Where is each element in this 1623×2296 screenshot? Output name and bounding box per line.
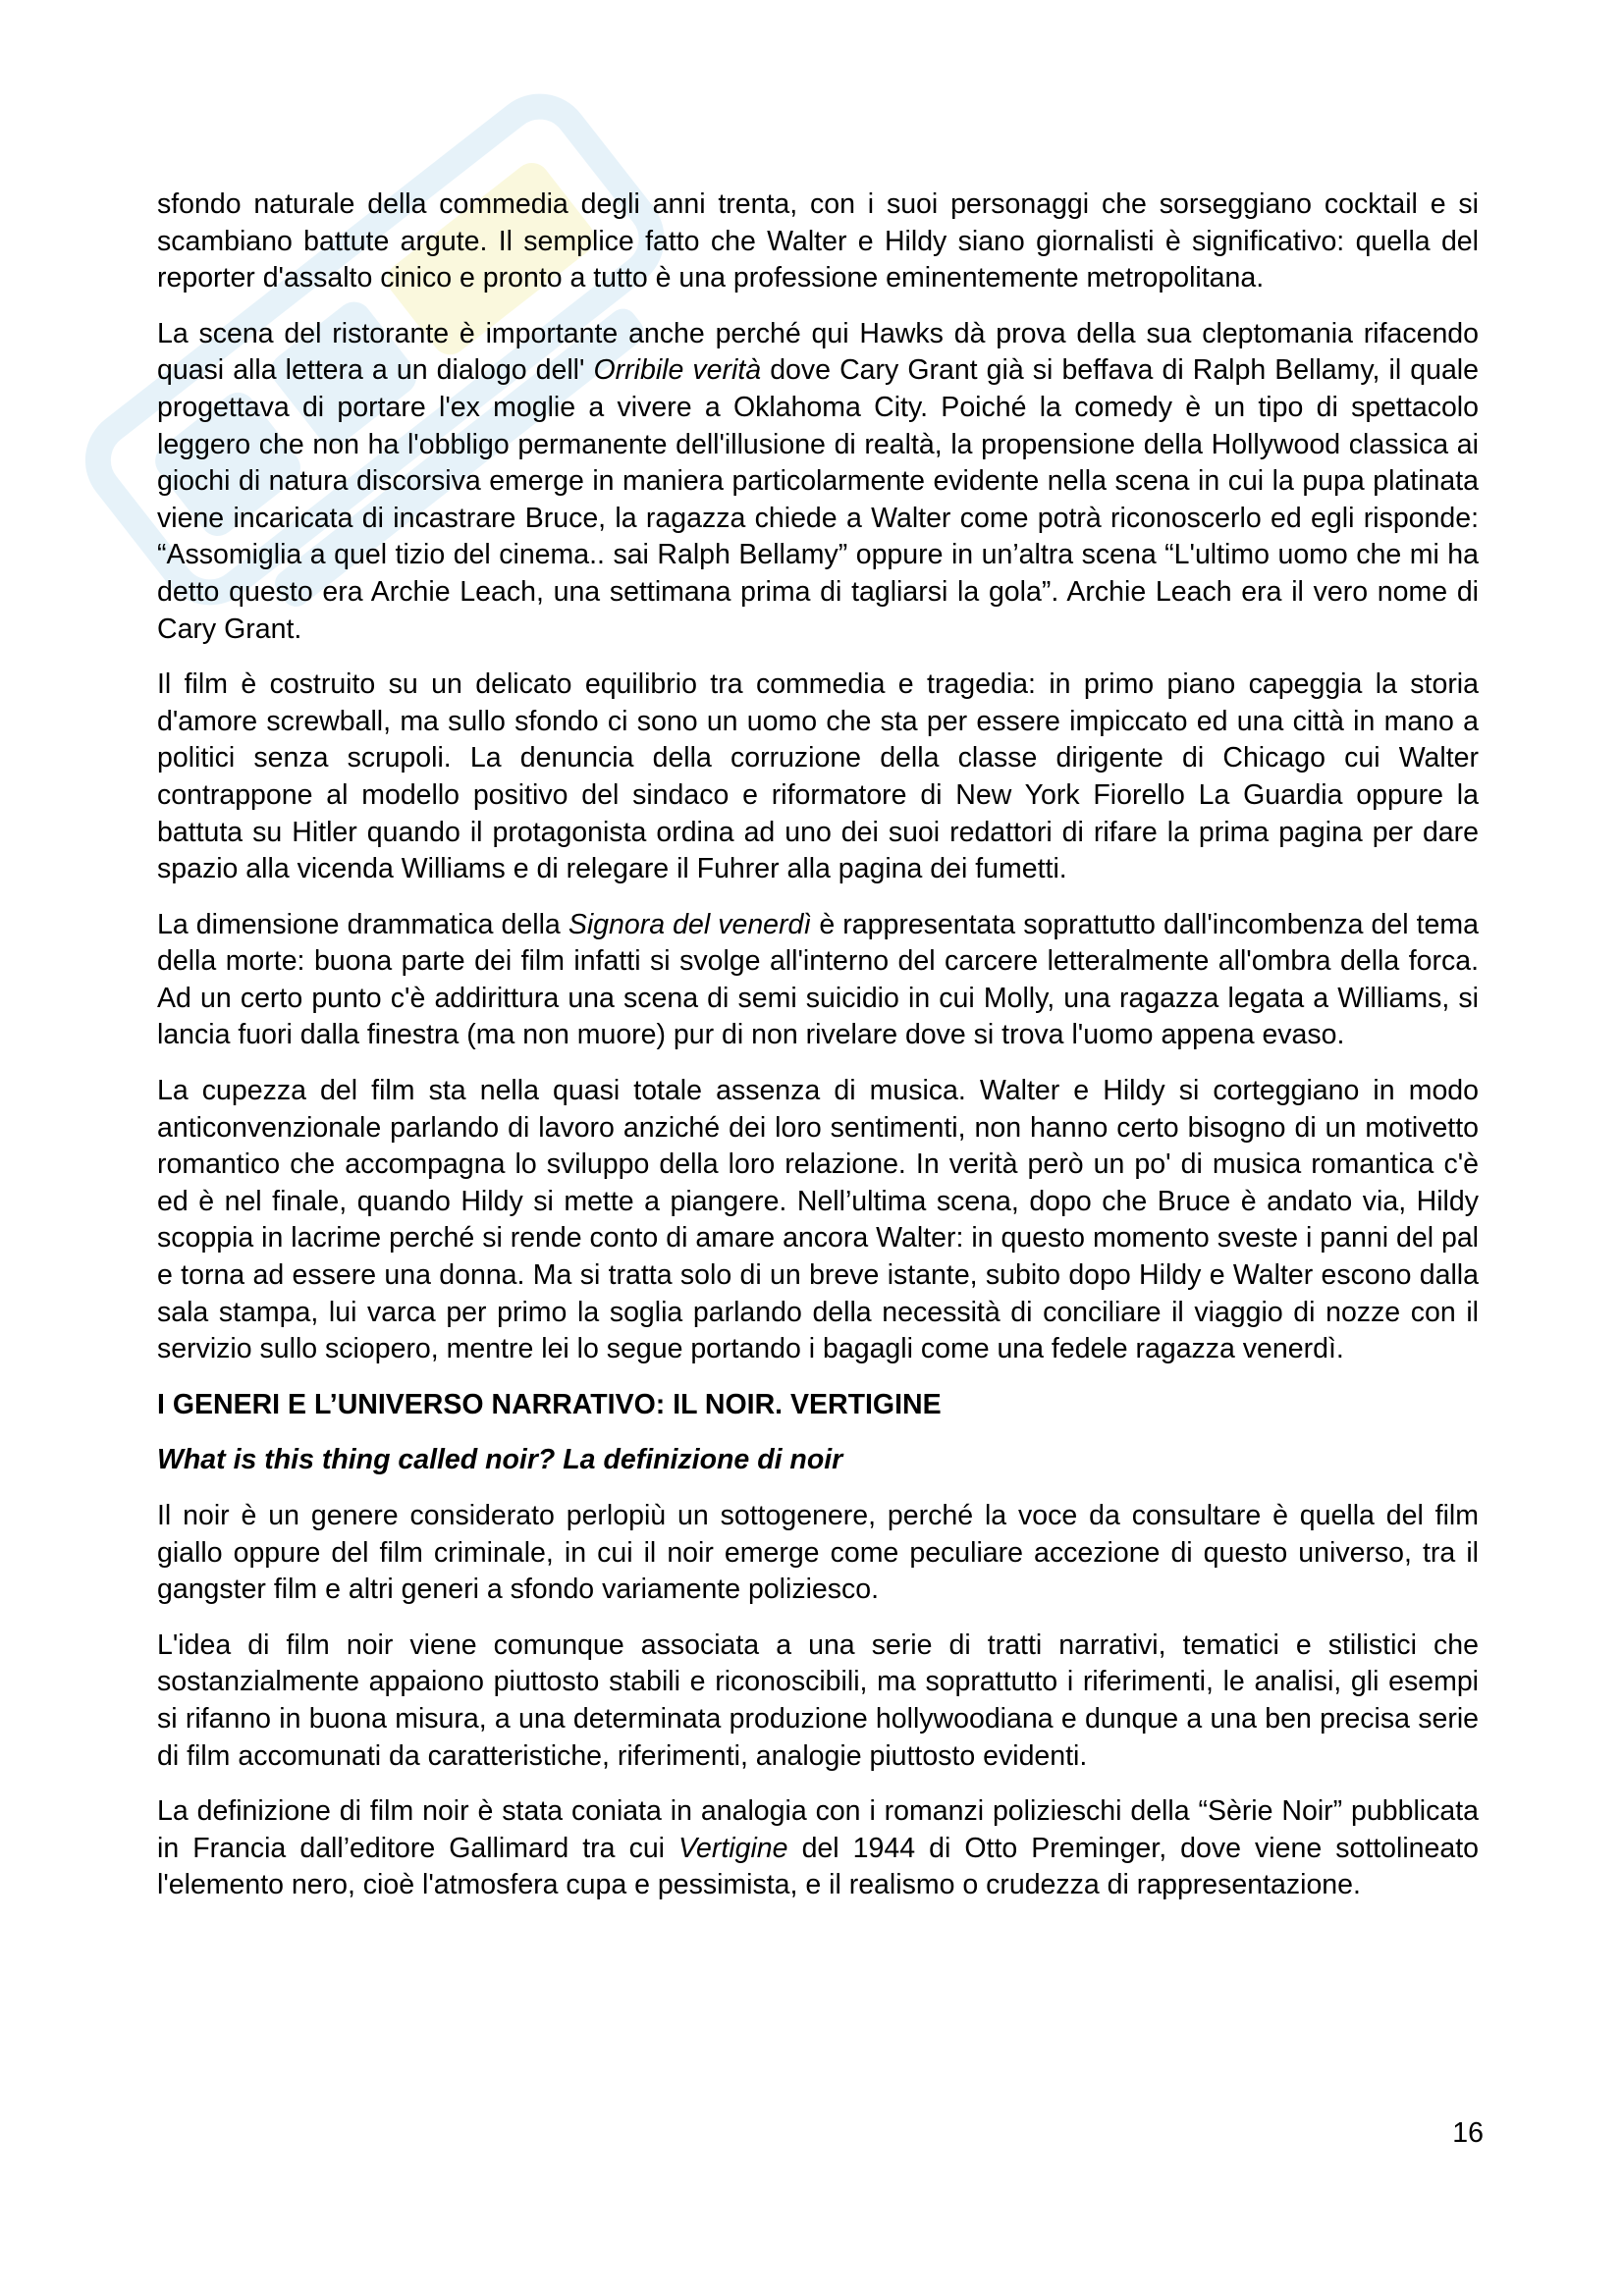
italic-title: Signora del venerdì — [568, 908, 812, 940]
paragraph — [157, 1793, 1479, 1904]
section-heading: I GENERI E L’UNIVERSO NARRATIVO: IL NOIR. VERTIGINE — [157, 1388, 942, 1420]
page-body — [157, 187, 1479, 1923]
text-run: dove Cary Grant già si beffava di Ralph Bellamy, il quale progettava di portare l'ex moglie a vivere a Oklahoma City. Poiché la comedy è un tipo di spettacolo leggero che non ha l'obbligo permanente dell'illusione di realtà, la propensione della Hollywood classica ai giochi di natura discorsiva emerge in maniera particolarmente evidente nella scena in cui la pupa platinata viene incaricata di incastrare Bruce, la ragazza chiede a Walter come potrà riconoscerlo ed egli risponde: “Assomiglia a quel tizio del cinema.. sai Ralph Bellamy” oppure in un’altra scena “L'ultimo uomo che mi ha detto questo era Archie Leach, una settimana prima di tagliarsi la gola”. Archie Leach era il vero nome di Cary Grant. — [157, 354, 1479, 645]
paragraph — [157, 1073, 1479, 1368]
text-run: La dimensione drammatica della — [157, 908, 568, 940]
paragraph — [157, 1628, 1479, 1775]
paragraph — [157, 187, 1479, 297]
text-run: Il noir è un genere considerato perlopiù un sottogenere, perché la voce da consultare è quella del film giallo oppure del film criminale, in cui il noir emerge come peculiare accezione di questo universo, tra il gangster film e altri generi a sfondo variamente poliziesco. — [157, 1500, 1479, 1606]
subsection-heading: What is this thing called noir? La definizione di noir — [157, 1444, 843, 1476]
text-run: La definizione di film noir è stata coniata in analogia con i romanzi polizieschi della “Sèrie Noir” pubblicata in Francia dall’editore Gallimard tra cui — [157, 1795, 1479, 1864]
text-run: L'idea di film noir viene comunque associata a una serie di tratti narrativi, tematici e stilistici che sostanzialmente appaiono piuttosto stabili e riconoscibili, ma soprattutto i riferimenti, le analisi, gli esempi si rifanno in buona misura, a una determinata produzione hollywoodiana e dunque a una ben precisa serie di film accomunati da caratteristiche, riferimenti, analogie piuttosto evidenti. — [157, 1629, 1479, 1772]
paragraph — [157, 907, 1479, 1054]
text-run: Il film è costruito su un delicato equilibrio tra commedia e tragedia: in primo piano capeggia la storia d'amore screwball, ma sullo sfondo ci sono un uomo che sta per essere impiccato ed una città in mano a politici senza scrupoli. La denuncia della corruzione della classe dirigente di Chicago cui Walter contrappone al modello positivo del sindaco e riformatore di New York Fiorello La Guardia oppure la battuta su Hitler quando il protagonista ordina ad uno dei suoi redattori di rifare la prima pagina per dare spazio alla vicenda Williams e di relegare il Fuhrer alla pagina dei fumetti. — [157, 668, 1479, 885]
text-run: del 1944 di Otto Preminger, dove viene sottolineato l'elemento nero, cioè l'atmosfera cupa e pessimista, e il realismo o crudezza di rappresentazione. — [157, 1832, 1479, 1901]
text-run: La scena del ristorante è importante anche perché qui Hawks dà prova della sua cleptomania rifacendo quasi alla lettera a un dialogo dell' — [157, 317, 1479, 387]
paragraph — [157, 1498, 1479, 1609]
italic-title: Vertigine — [678, 1832, 788, 1864]
page-number: 16 — [1452, 2117, 1484, 2149]
text-run: sfondo naturale della commedia degli anni trenta, con i suoi personaggi che sorseggiano cocktail e si scambiano battute argute. Il semplice fatto che Walter e Hildy siano giornalisti è significativo: quella del reporter d'assalto cinico e pronto a tutto è una professione eminentemente metropolitana. — [157, 188, 1479, 294]
text-run: è rappresentata soprattutto dall'incombenza del tema della morte: buona parte dei film infatti si svolge all'interno del carcere letteralmente all'ombra della forca. Ad un certo punto c'è addirittura una scena di semi suicidio in cui Molly, una ragazza legata a Williams, si lancia fuori dalla finestra (ma non muore) pur di non rivelare dove si trova l'uomo appena evaso. — [157, 908, 1479, 1051]
paragraphs-after — [157, 1498, 1479, 1904]
paragraph — [157, 316, 1479, 648]
paragraphs-before — [157, 187, 1479, 1368]
paragraph — [157, 667, 1479, 888]
text-run: La cupezza del film sta nella quasi totale assenza di musica. Walter e Hildy si corteggiano in modo anticonvenzionale parlando di lavoro anziché dei loro sentimenti, non hanno certo bisogno di un motivetto romantico che accompagna lo sviluppo della loro relazione. In verità però un po' di musica romantica c'è ed è nel finale, quando Hildy si mette a piangere. Nell’ultima scena, dopo che Bruce è andato via, Hildy scoppia in lacrime perché si rende conto di amare ancora Walter: in questo momento sveste i panni del pal e torna ad essere una donna. Ma si tratta solo di un breve istante, subito dopo Hildy e Walter escono dalla sala stampa, lui varca per primo la soglia parlando della necessità di conciliare il viaggio di nozze con il servizio sullo sciopero, mentre lei lo segue portando i bagagli come una fedele ragazza venerdì. — [157, 1075, 1479, 1365]
italic-title: Orribile verità — [593, 354, 762, 387]
